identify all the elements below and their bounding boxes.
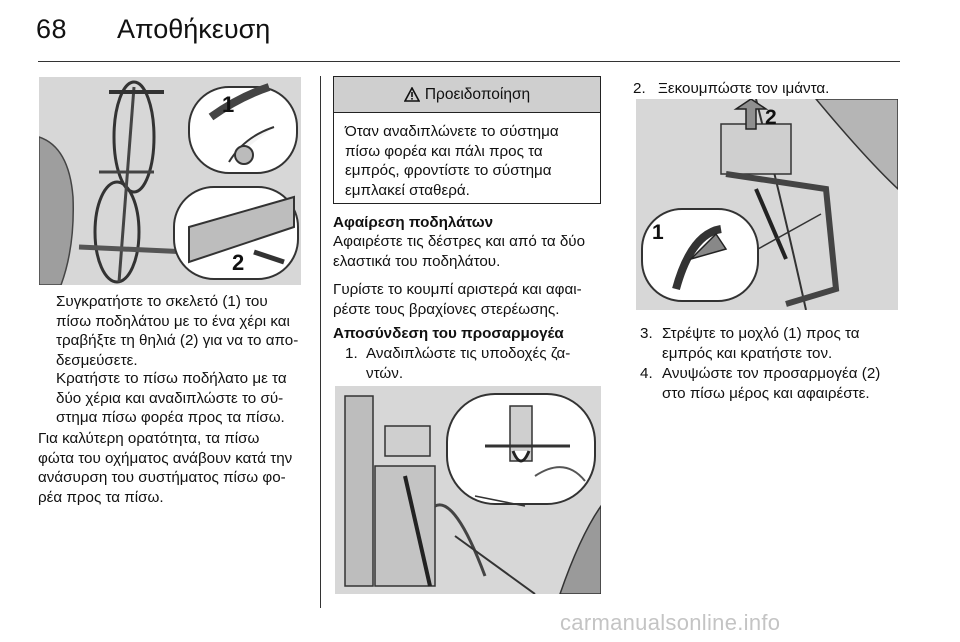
figure-label-2: 2 [232,250,245,275]
warning-title: Προειδοποίηση [424,85,531,103]
step-1-number: 1. [345,345,358,362]
figure-label-1: 1 [222,92,235,117]
warning-triangle-icon [404,87,420,102]
warning-text: Όταν αναδιπλώνετε το σύστημα πίσω φορέα και πάλι προς τα εμπρός, φροντίστε το σύστημα εμπλακεί σταθερά. [345,123,559,199]
page-title: Αποθήκευση [117,14,271,44]
page-number: 68 [36,14,68,44]
left-paragraph-1: Συγκρατήστε το σκελετό (1) του πίσω ποδηλάτου με το ένα χέρι και τραβήξτε τη θηλιά (2) για να το απο- δεσμεύσετε. [56,293,299,369]
left-paragraph-2: Κρατήστε το πίσω ποδήλατο με τα δύο χέρια και αναδιπλώστε το σύ- στημα πίσω φορέα προς τα πίσω. [56,370,287,426]
step-3-number: 3. [640,325,653,342]
wheel-holder-figure [335,386,601,594]
step-4-number: 4. [640,365,653,382]
remove-bicycles-text-2: Γυρίστε το κουμπί αριστερά και αφαι- ρέστε τους βραχίονες στερέωσης. [333,281,582,318]
step-2-number: 2. [633,80,646,97]
heading-remove-bicycles: Αφαίρεση ποδηλάτων [333,214,494,231]
step-2-text: Ξεκουμπώστε τον ιμάντα. [658,80,830,97]
step-3-text: Στρέψτε το μοχλό (1) προς τα εμπρός και κρατήστε τον. [662,325,860,362]
bicycle-carrier-figure [39,77,301,285]
adapter-label-1: 1 [652,221,664,244]
heading-disconnect-adapter: Αποσύνδεση του προσαρμογέα [333,325,564,342]
warning-box [333,76,601,204]
footer-watermark[interactable]: carmanualsonline.info [560,610,781,635]
header-rule [38,61,900,62]
remove-bicycles-text-1: Αφαιρέστε τις δέστρες και από τα δύο ελαστικά του ποδηλάτου. [333,233,586,270]
adapter-figure [636,99,898,310]
column-divider [320,76,321,608]
step-1-text: Αναδιπλώστε τις υποδοχές ζα- ντών. [366,345,571,382]
step-4-text: Ανυψώστε τον προσαρμογέα (2) στο πίσω μέρος και αφαιρέστε. [662,365,881,402]
left-paragraph-3: Για καλύτερη ορατότητα, τα πίσω φώτα του οχήματος ανάβουν κατά την ανάσυρση του συστήματος πίσω φο- ρέα προς τα πίσω. [38,430,293,506]
warning-header [334,77,600,113]
adapter-label-2: 2 [765,106,777,129]
